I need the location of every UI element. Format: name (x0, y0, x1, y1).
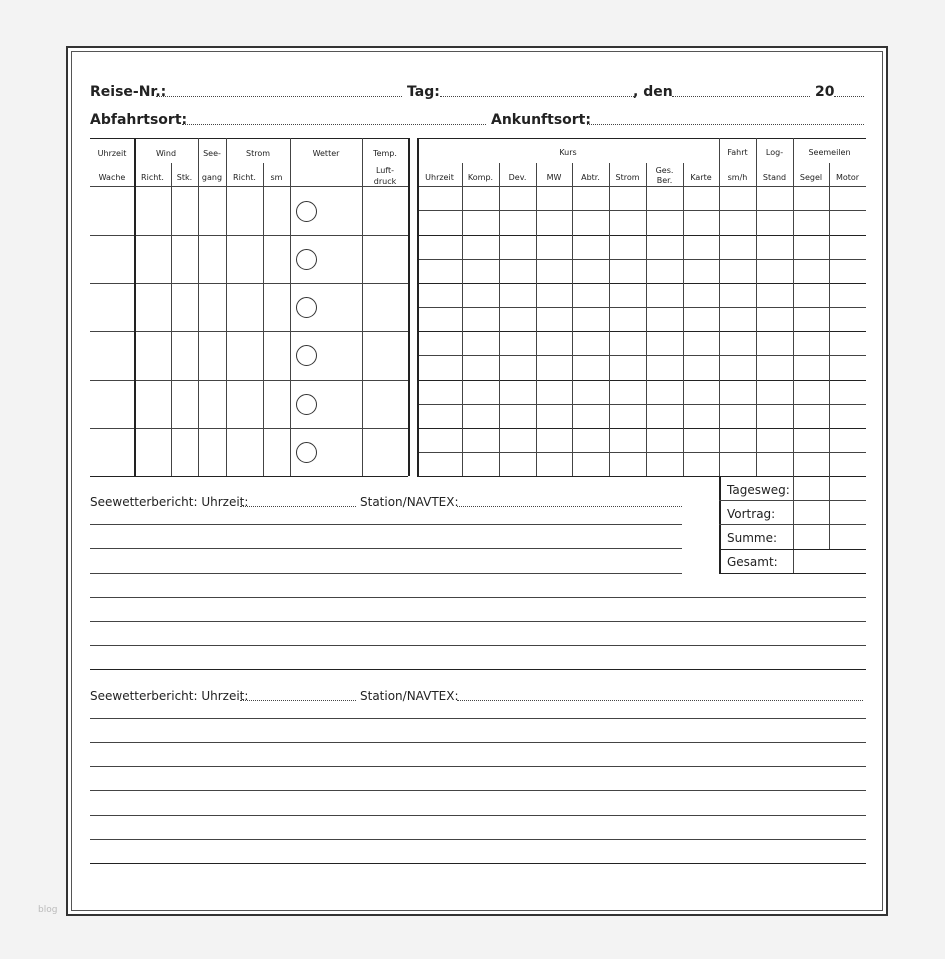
report-line[interactable] (90, 766, 866, 767)
left-table-bottom-border (90, 476, 408, 477)
report-bottom-line (90, 669, 866, 670)
summary-row-line (719, 500, 866, 501)
date-field[interactable] (672, 96, 810, 97)
right-col-divider (462, 163, 463, 476)
summary-summe: Summe: (727, 531, 778, 545)
subheader-wind-richt: Richt. (141, 173, 164, 182)
col-header-fahrt: Fahrt (727, 148, 748, 157)
right-table-header-bottom (417, 186, 866, 187)
right-col-divider (536, 163, 537, 476)
right-row-line (417, 428, 866, 429)
report-station-label: Station/NAVTEX: (360, 689, 459, 703)
subheader-stand: Stand (762, 173, 787, 182)
ankunftsort-label: Ankunftsort: (491, 112, 591, 128)
summary-bottom-border (719, 573, 866, 574)
left-col-divider (290, 138, 291, 476)
subheader-gang: gang (201, 173, 223, 182)
right-row-line (417, 307, 866, 308)
subheader-karte: Karte (690, 173, 712, 182)
right-row-line (417, 235, 866, 236)
right-col-divider (683, 163, 684, 476)
subheader-komp: Komp. (467, 173, 494, 182)
tag-field[interactable] (440, 96, 634, 97)
report-line[interactable] (90, 597, 866, 598)
report-line[interactable] (90, 839, 866, 840)
summary-row-line (719, 524, 866, 525)
ankunftsort-field[interactable] (587, 124, 864, 125)
subheader-druck: druck (373, 177, 397, 186)
left-table-header-bottom (90, 186, 408, 187)
weather-circle-icon[interactable] (296, 201, 317, 222)
report-line[interactable] (90, 548, 682, 549)
col-header-log: Log- (765, 148, 784, 157)
right-col-divider (609, 163, 610, 476)
right-col-divider (719, 138, 720, 476)
abfahrtsort-field[interactable] (182, 124, 486, 125)
report-line[interactable] (90, 742, 866, 743)
report-line[interactable] (90, 718, 866, 719)
right-row-line (417, 404, 866, 405)
right-row-line (417, 380, 866, 381)
subheader-uhrzeit: Uhrzeit (425, 173, 454, 182)
right-col-divider (829, 163, 830, 476)
report-station-label: Station/NAVTEX: (360, 495, 459, 509)
right-col-divider (499, 163, 500, 476)
subheader-luft: Luft- (375, 166, 395, 175)
report-station-field[interactable] (457, 506, 682, 507)
report-line[interactable] (90, 621, 866, 622)
report-line[interactable] (90, 815, 866, 816)
report-station-field[interactable] (457, 700, 863, 701)
left-table-right-border (408, 138, 410, 476)
watermark: blog (38, 905, 58, 915)
right-col-divider (646, 163, 647, 476)
report-uhrzeit-label: Seewetterbericht: Uhrzeit: (90, 689, 249, 703)
col-header-wind: Wind (155, 149, 177, 158)
summary-gesamt: Gesamt: (727, 555, 778, 569)
subheader-segel: Segel (799, 173, 823, 182)
right-row-line (417, 283, 866, 284)
col-header-temp: Temp. (373, 149, 397, 158)
subheader-ges: Ges. (655, 166, 674, 175)
report-bottom-line (90, 863, 866, 864)
summary-tagesweg: Tagesweg: (727, 483, 790, 497)
abfahrtsort-label: Abfahrtsort: (90, 112, 188, 128)
weather-circle-icon[interactable] (296, 442, 317, 463)
col-header-seegang: See- (203, 149, 221, 158)
right-row-line (417, 259, 866, 260)
report-line[interactable] (90, 573, 682, 574)
weather-circle-icon[interactable] (296, 297, 317, 318)
right-row-line (417, 355, 866, 356)
year-label: 20 (815, 84, 835, 100)
left-row-line (90, 331, 408, 332)
subheader-strom-richt: Richt. (233, 173, 256, 182)
report-uhrzeit-field[interactable] (240, 700, 356, 701)
reise-nr-field[interactable] (156, 96, 402, 97)
report-line[interactable] (90, 645, 866, 646)
col-header-kurs: Kurs (559, 148, 577, 157)
col-header-seemeilen: Seemeilen (808, 148, 851, 157)
right-row-line (417, 210, 866, 211)
left-table-top-border (90, 138, 408, 139)
summary-row-line (719, 549, 866, 550)
col-header-uhrzeit: Uhrzeit (97, 149, 127, 158)
left-col-divider (226, 138, 227, 476)
left-col-divider (171, 163, 172, 476)
left-col-divider (134, 138, 136, 476)
left-row-line (90, 235, 408, 236)
reise-nr-label: Reise-Nr.: (90, 84, 167, 100)
right-col-divider (793, 138, 794, 476)
weather-circle-icon[interactable] (296, 249, 317, 270)
left-col-divider (198, 138, 199, 476)
subheader-strom: Strom (615, 173, 640, 182)
subheader-wache: Wache (98, 173, 126, 182)
left-row-line (90, 380, 408, 381)
right-col-divider (756, 138, 757, 476)
right-table-left-border (417, 138, 419, 476)
left-col-divider (362, 138, 363, 476)
right-row-line (417, 452, 866, 453)
subheader-mw: MW (546, 173, 562, 182)
left-row-line (90, 283, 408, 284)
report-line[interactable] (90, 524, 682, 525)
right-row-line (417, 331, 866, 332)
subheader-dev: Dev. (508, 173, 527, 182)
subheader-motor: Motor (835, 173, 860, 182)
subheader-smh: sm/h (727, 173, 748, 182)
summary-vortrag: Vortrag: (727, 507, 776, 521)
report-uhrzeit-label: Seewetterbericht: Uhrzeit: (90, 495, 249, 509)
subheader-strom-sm: sm (270, 173, 283, 182)
right-table-bottom-border (417, 476, 866, 477)
col-header-wetter: Wetter (312, 149, 340, 158)
tag-label: Tag: (407, 84, 440, 100)
report-uhrzeit-field[interactable] (240, 506, 356, 507)
weather-circle-icon[interactable] (296, 345, 317, 366)
subheader-abtr: Abtr. (581, 173, 600, 182)
right-col-divider (572, 163, 573, 476)
subheader-ber: Ber. (656, 176, 673, 185)
subheader-wind-stk: Stk. (176, 173, 193, 182)
left-col-divider (263, 163, 264, 476)
right-table-top-border (417, 138, 866, 139)
year-field[interactable] (834, 96, 864, 97)
weather-circle-icon[interactable] (296, 394, 317, 415)
left-row-line (90, 428, 408, 429)
report-line[interactable] (90, 790, 866, 791)
den-label: , den (633, 84, 673, 100)
col-header-strom: Strom (245, 149, 270, 158)
summary-col-divider (829, 476, 830, 549)
